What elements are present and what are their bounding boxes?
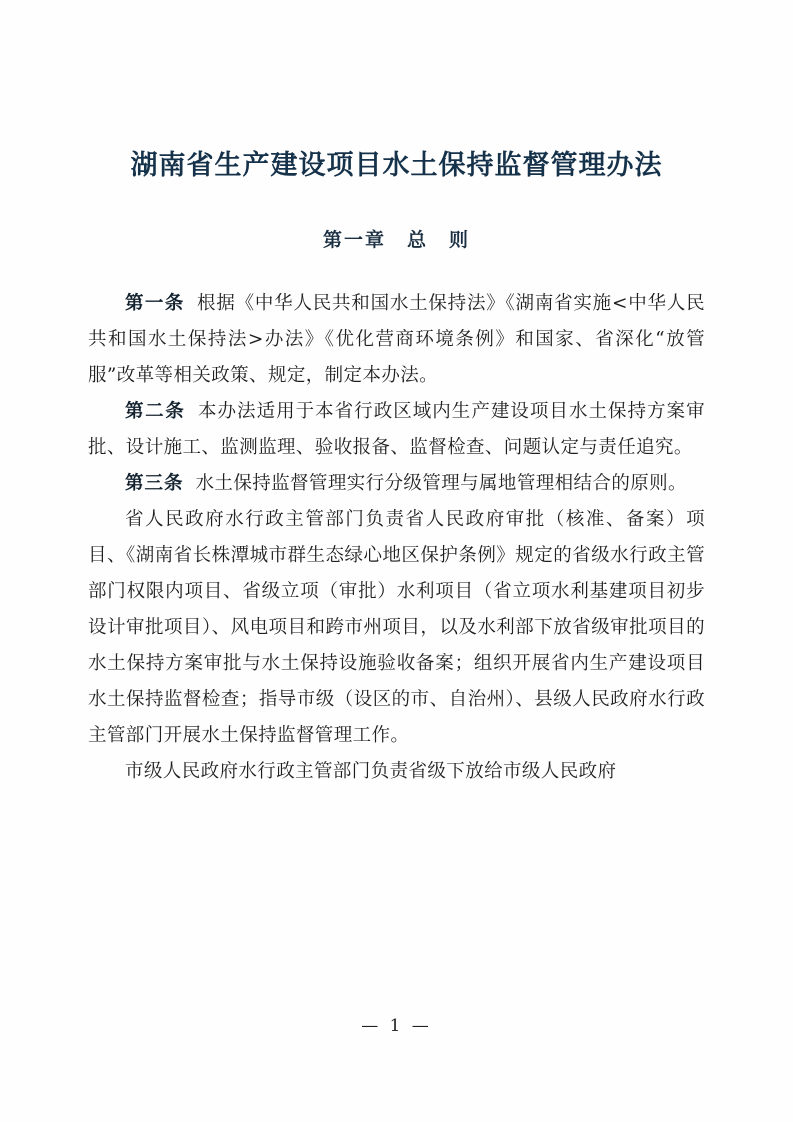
page-title: 湖南省生产建设项目水土保持监督管理办法 <box>130 150 663 181</box>
article-label-2: 第二条 <box>125 401 186 423</box>
paragraph-municipal-duties: 市级人民政府水行政主管部门负责省级下放给市级人民政府 <box>125 761 617 783</box>
chapter-heading: 第一章 总 则 <box>322 229 470 252</box>
paragraph-article-2 <box>88 394 705 466</box>
document-body <box>88 252 705 790</box>
article-text-3: 水土保持监督管理实行分级管理与属地管理相结合的原则。 <box>195 473 687 495</box>
article-text-2: 本办法适用于本省行政区域内生产建设项目水土保持方案审批、设计施工、监测监理、验收报备、监督检查、问题认定与责任追究。 <box>88 401 705 459</box>
article-label-3: 第三条 <box>125 473 184 495</box>
article-text-1: 根据《中华人民共和国水土保持法》《湖南省实施<中华人民共和国水土保持法>办法》《优化营商环境条例》和国家、省深化“放管服”改革等相关政策、规定，制定本办法。 <box>88 293 705 387</box>
page-number: — 1 — <box>361 1016 432 1036</box>
article-label-1: 第一条 <box>125 293 185 315</box>
paragraph-provincial-duties: 省人民政府水行政主管部门负责省人民政府审批（核准、备案）项目、《湖南省长株潭城市群生态绿心地区保护条例》规定的省级水行政主管部门权限内项目、省级立项（审批）水利项目（省立项水利基建项目初步设计审批项目）、风电项目和跨市州项目，以及水利部下放省级审批项目的水土保持方案审批与水土保持设施验收备案；组织开展省内生产建设项目水土保持监督检查；指导市级（设区的市、自治州）、县级人民政府水行政主管部门开展水土保持监督管理工作。 <box>88 509 705 747</box>
paragraph-article-3 <box>88 466 705 502</box>
paragraph-article-1 <box>88 286 705 394</box>
